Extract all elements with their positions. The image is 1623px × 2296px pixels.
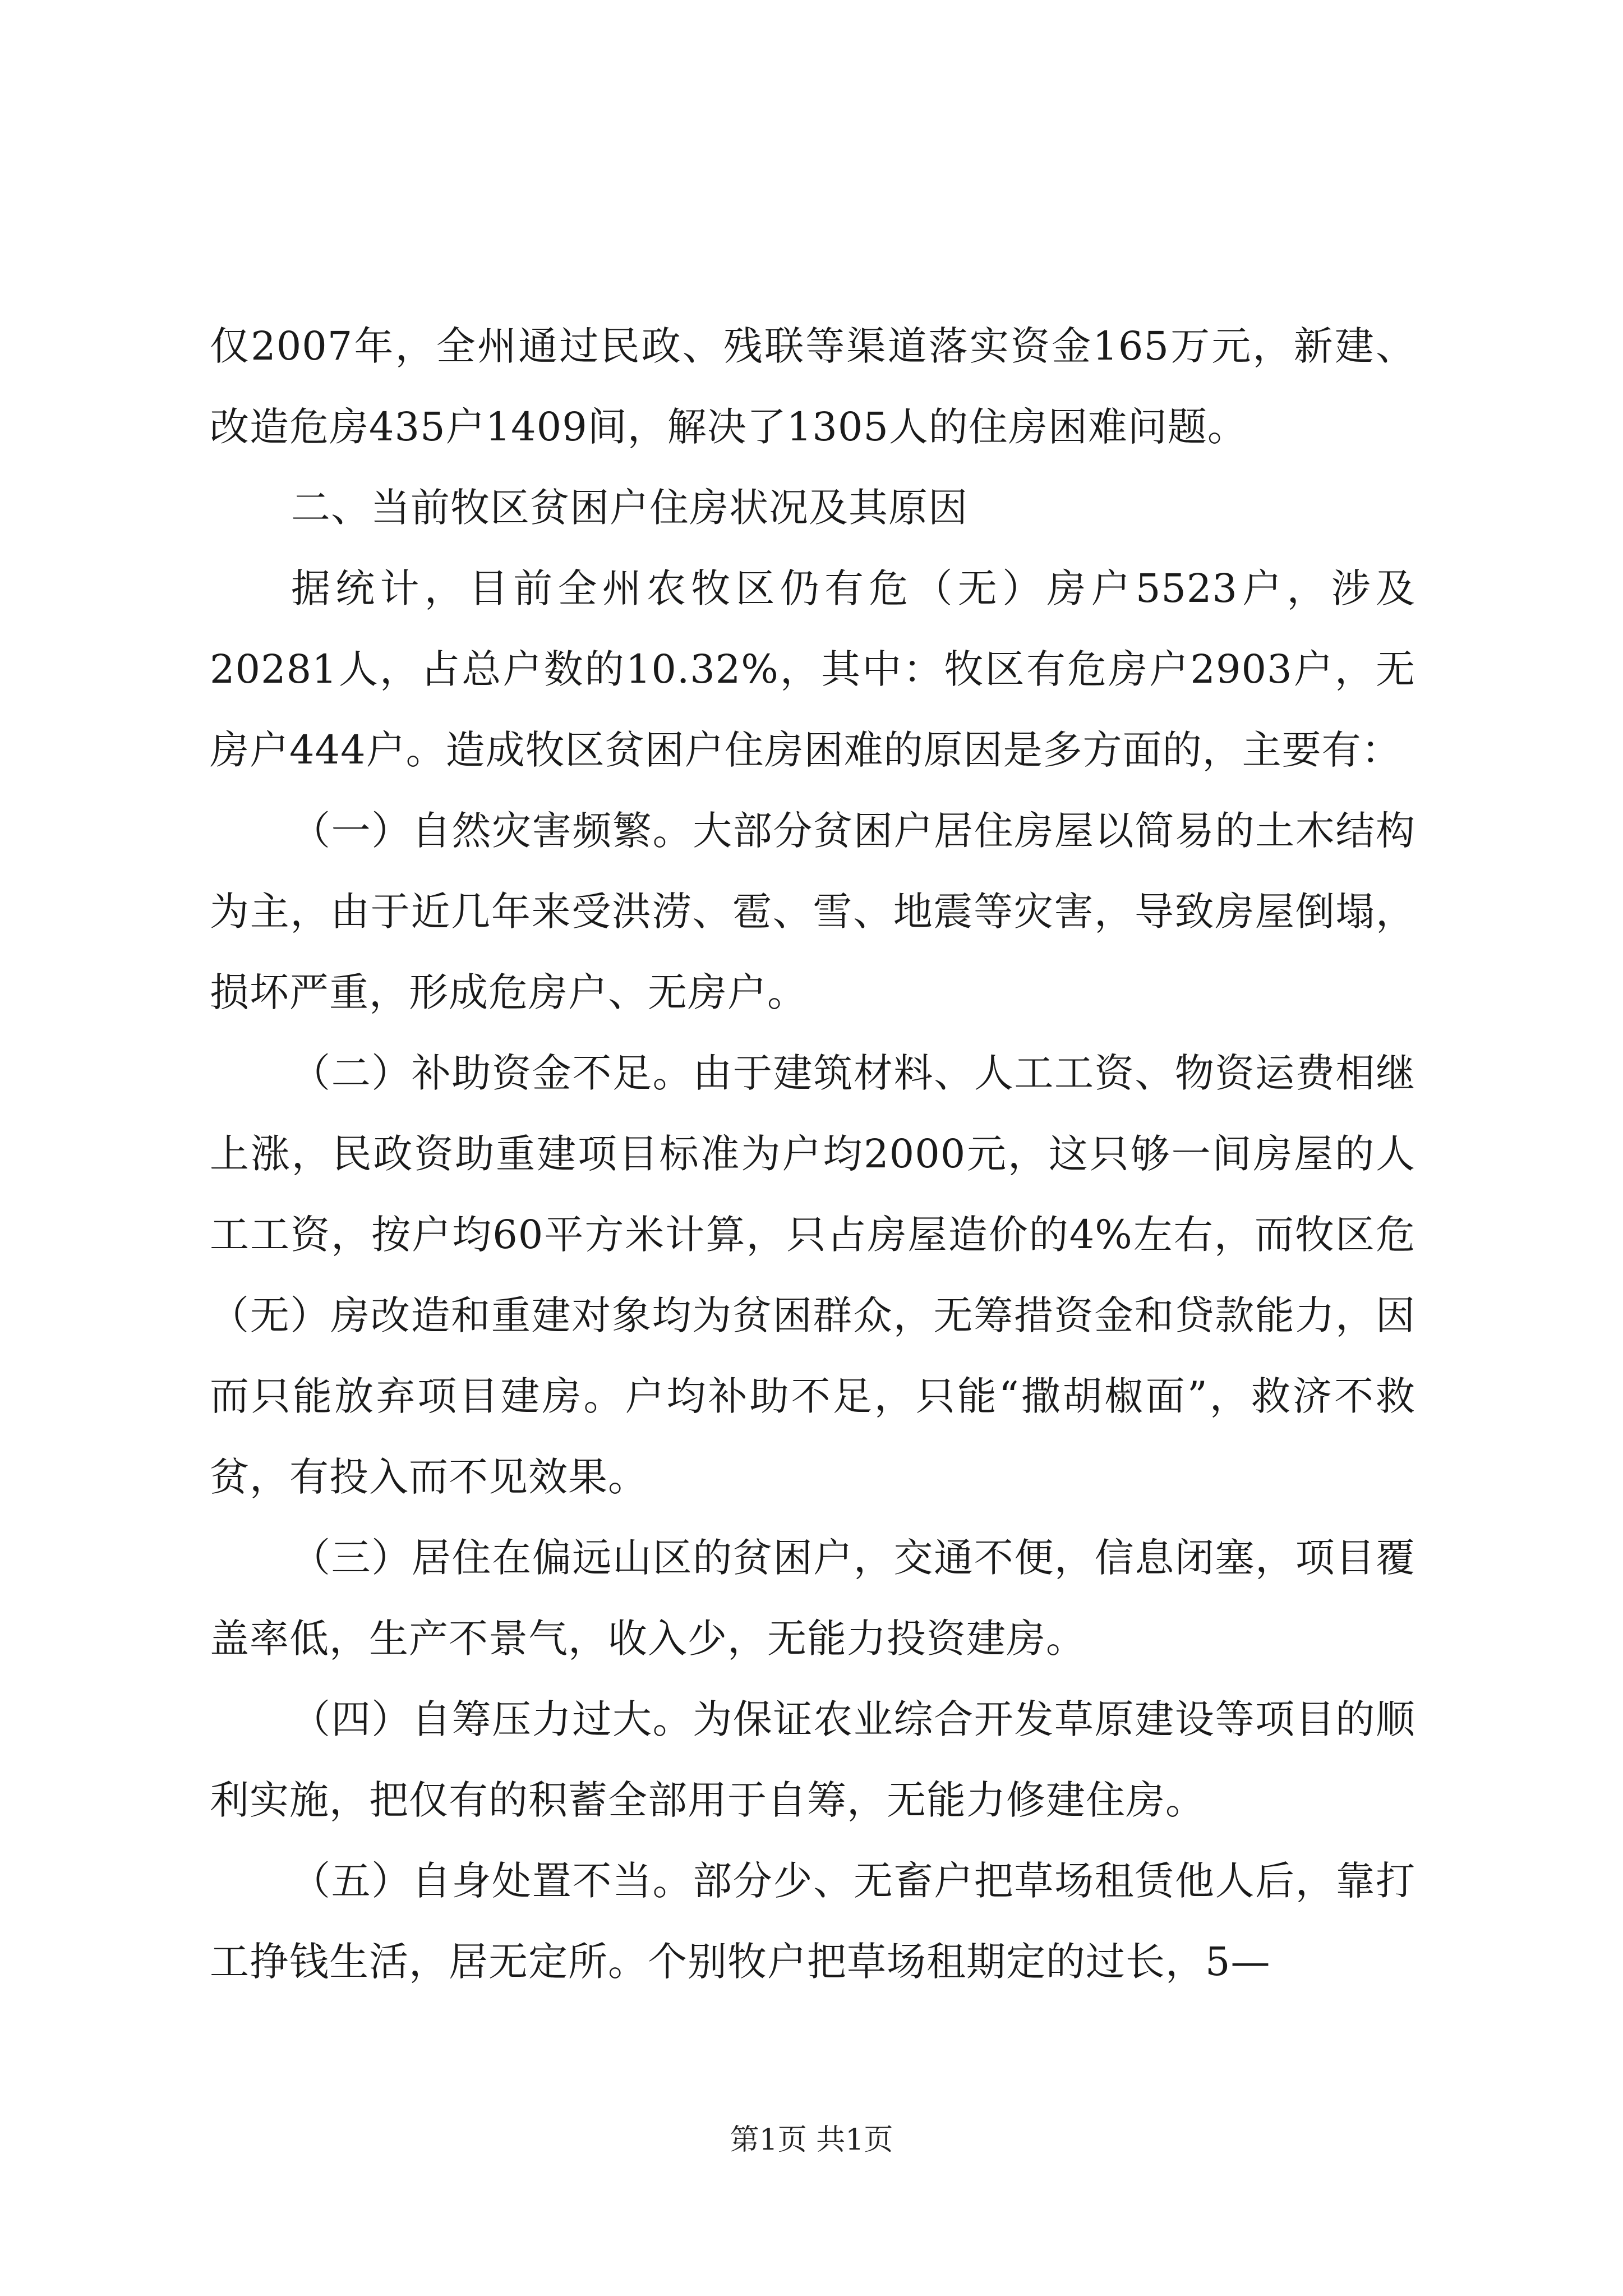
document-body <box>210 306 1415 2002</box>
paragraph-statistics: 据统计，目前全州农牧区仍有危（无）房户5523户，涉及20281人，占总户数的10.32%，其中：牧区有危房户2903户，无房户444户。造成牧区贫困户住房困难的原因是多方面的，主要有： <box>210 565 1415 773</box>
paragraph-reason-1: （一）自然灾害频繁。大部分贫困户居住房屋以简易的土木结构为主，由于近几年来受洪涝、雹、雪、地震等灾害，导致房屋倒塌，损坏严重，形成危房户、无房户。 <box>210 808 1415 1015</box>
paragraph-reason-5: （五）自身处置不当。部分少、无畜户把草场租赁他人后，靠打工挣钱生活，居无定所。个别牧户把草场租期定的过长，5— <box>210 1858 1415 1985</box>
paragraph-reason-3: （三）居住在偏远山区的贫困户，交通不便，信息闭塞，项目覆盖率低，生产不景气，收入少，无能力投资建房。 <box>210 1535 1415 1662</box>
page-footer: 第1页 共1页 <box>730 2123 893 2157</box>
paragraph-reason-4: （四）自筹压力过大。为保证农业综合开发草原建设等项目的顺利实施，把仅有的积蓄全部用于自筹，无能力修建住房。 <box>210 1696 1415 1823</box>
paragraph-reason-2: （二）补助资金不足。由于建筑材料、人工工资、物资运费相继上涨，民政资助重建项目标准为户均2000元，这只够一间房屋的人工工资，按户均60平方米计算，只占房屋造价的4%左右，而牧区危（无）房改造和重建对象均为贫困群众，无筹措资金和贷款能力，因而只能放弃项目建房。户均补助不足，只能“撒胡椒面”，救济不救贫，有投入而不见效果。 <box>210 1050 1415 1500</box>
paragraph-continuation: 仅2007年，全州通过民政、残联等渠道落实资金165万元，新建、改造危房435户1409间，解决了1305人的住房困难问题。 <box>210 323 1415 450</box>
section-heading: 二、当前牧区贫困户住房状况及其原因 <box>291 485 968 531</box>
